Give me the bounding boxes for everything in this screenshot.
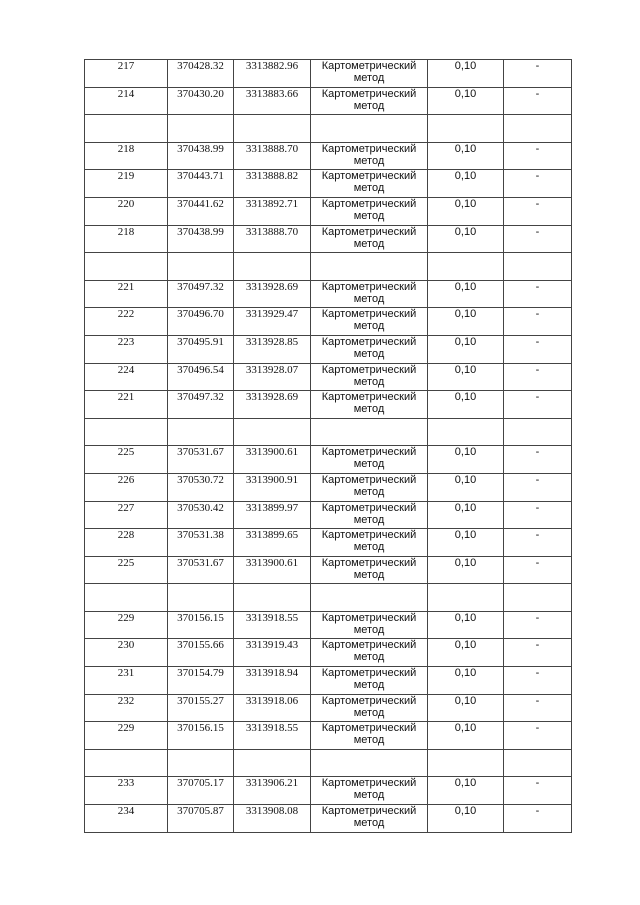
table-row-empty	[85, 115, 572, 143]
method-cell	[311, 280, 428, 308]
method-line1: Картометрический	[321, 473, 417, 486]
table-row	[85, 694, 572, 722]
y-coordinate-cell: 3313929.47	[234, 308, 311, 336]
x-coordinate-cell: 370155.66	[168, 639, 234, 667]
y-coordinate-cell: 3313918.55	[234, 611, 311, 639]
note-cell: -	[504, 667, 572, 695]
method-line2: метод	[353, 375, 385, 388]
method-line1: Картометрический	[321, 225, 417, 238]
method-cell	[311, 777, 428, 805]
table-row	[85, 142, 572, 170]
table-row	[85, 777, 572, 805]
method-line1: Картометрический	[321, 694, 417, 707]
point-number-cell: 228	[85, 529, 168, 557]
note-cell: -	[504, 805, 572, 833]
point-number-cell: 233	[85, 777, 168, 805]
empty-cell	[428, 584, 504, 612]
accuracy-cell: 0,10	[428, 391, 504, 419]
accuracy-cell: 0,10	[428, 308, 504, 336]
empty-cell	[311, 253, 428, 281]
x-coordinate-cell: 370156.15	[168, 722, 234, 750]
method-line1: Картометрический	[321, 335, 417, 348]
table-row	[85, 501, 572, 529]
method-cell	[311, 60, 428, 88]
y-coordinate-cell: 3313888.82	[234, 170, 311, 198]
method-line2: метод	[353, 623, 385, 636]
empty-cell	[168, 253, 234, 281]
x-coordinate-cell: 370496.54	[168, 363, 234, 391]
method-cell	[311, 805, 428, 833]
empty-cell	[234, 418, 311, 446]
x-coordinate-cell: 370497.32	[168, 391, 234, 419]
point-number-cell: 222	[85, 308, 168, 336]
point-number-cell: 225	[85, 556, 168, 584]
x-coordinate-cell: 370497.32	[168, 280, 234, 308]
method-cell	[311, 611, 428, 639]
y-coordinate-cell: 3313928.69	[234, 391, 311, 419]
accuracy-cell: 0,10	[428, 529, 504, 557]
method-cell	[311, 363, 428, 391]
note-cell: -	[504, 722, 572, 750]
x-coordinate-cell: 370154.79	[168, 667, 234, 695]
empty-cell	[85, 253, 168, 281]
empty-cell	[504, 253, 572, 281]
method-line2: метод	[353, 72, 385, 84]
x-coordinate-cell: 370438.99	[168, 142, 234, 170]
x-coordinate-cell: 370531.38	[168, 529, 234, 557]
method-line1: Картометрический	[321, 529, 417, 542]
empty-cell	[311, 584, 428, 612]
method-cell	[311, 87, 428, 115]
x-coordinate-cell: 370530.42	[168, 501, 234, 529]
method-line2: метод	[353, 734, 385, 747]
method-line2: метод	[353, 237, 385, 250]
method-line2: метод	[353, 706, 385, 719]
table-row	[85, 529, 572, 557]
note-cell: -	[504, 170, 572, 198]
empty-cell	[85, 418, 168, 446]
accuracy-cell: 0,10	[428, 60, 504, 88]
table-row-empty	[85, 584, 572, 612]
method-line1: Картометрический	[321, 667, 417, 680]
note-cell: -	[504, 639, 572, 667]
y-coordinate-cell: 3313928.69	[234, 280, 311, 308]
y-coordinate-cell: 3313899.97	[234, 501, 311, 529]
method-line2: метод	[353, 320, 385, 333]
method-line2: метод	[353, 347, 385, 360]
method-line2: метод	[353, 541, 385, 554]
empty-cell	[234, 749, 311, 777]
method-line2: метод	[353, 817, 385, 830]
empty-cell	[234, 253, 311, 281]
method-line1: Картометрический	[321, 170, 417, 183]
accuracy-cell: 0,10	[428, 363, 504, 391]
x-coordinate-cell: 370705.17	[168, 777, 234, 805]
table-row	[85, 446, 572, 474]
x-coordinate-cell: 370496.70	[168, 308, 234, 336]
y-coordinate-cell: 3313882.96	[234, 60, 311, 88]
method-line1: Картометрический	[321, 639, 417, 652]
table-row-empty	[85, 418, 572, 446]
note-cell: -	[504, 335, 572, 363]
point-number-cell: 230	[85, 639, 168, 667]
coordinates-table	[84, 59, 572, 833]
empty-cell	[504, 584, 572, 612]
empty-cell	[168, 749, 234, 777]
method-line1: Картометрический	[321, 446, 417, 459]
empty-cell	[234, 584, 311, 612]
point-number-cell: 214	[85, 87, 168, 115]
empty-cell	[168, 584, 234, 612]
point-number-cell: 218	[85, 142, 168, 170]
method-line1: Картометрический	[321, 501, 417, 514]
accuracy-cell: 0,10	[428, 197, 504, 225]
method-line2: метод	[353, 513, 385, 526]
method-cell	[311, 501, 428, 529]
method-line2: метод	[353, 568, 385, 581]
note-cell: -	[504, 611, 572, 639]
table-row	[85, 639, 572, 667]
empty-cell	[85, 584, 168, 612]
empty-cell	[85, 115, 168, 143]
y-coordinate-cell: 3313908.08	[234, 805, 311, 833]
y-coordinate-cell: 3313918.94	[234, 667, 311, 695]
table-row	[85, 197, 572, 225]
point-number-cell: 221	[85, 391, 168, 419]
method-line2: метод	[353, 679, 385, 692]
table-row	[85, 308, 572, 336]
table-row-empty	[85, 253, 572, 281]
method-line1: Картометрический	[321, 391, 417, 404]
accuracy-cell: 0,10	[428, 501, 504, 529]
accuracy-cell: 0,10	[428, 87, 504, 115]
method-line2: метод	[353, 651, 385, 664]
method-line2: метод	[353, 458, 385, 471]
method-line1: Картометрический	[321, 308, 417, 321]
note-cell: -	[504, 529, 572, 557]
note-cell: -	[504, 197, 572, 225]
method-cell	[311, 473, 428, 501]
empty-cell	[311, 418, 428, 446]
note-cell: -	[504, 363, 572, 391]
accuracy-cell: 0,10	[428, 446, 504, 474]
method-line1: Картометрический	[321, 142, 417, 155]
method-line2: метод	[353, 789, 385, 802]
table-row	[85, 667, 572, 695]
method-line2: метод	[353, 99, 385, 112]
x-coordinate-cell: 370530.72	[168, 473, 234, 501]
method-cell	[311, 391, 428, 419]
x-coordinate-cell: 370495.91	[168, 335, 234, 363]
accuracy-cell: 0,10	[428, 722, 504, 750]
y-coordinate-cell: 3313883.66	[234, 87, 311, 115]
point-number-cell: 218	[85, 225, 168, 253]
table-row	[85, 170, 572, 198]
y-coordinate-cell: 3313899.65	[234, 529, 311, 557]
empty-cell	[504, 115, 572, 143]
accuracy-cell: 0,10	[428, 335, 504, 363]
method-cell	[311, 170, 428, 198]
point-number-cell: 231	[85, 667, 168, 695]
method-line2: метод	[353, 485, 385, 498]
table-row	[85, 805, 572, 833]
method-line1: Картометрический	[321, 197, 417, 210]
y-coordinate-cell: 3313919.43	[234, 639, 311, 667]
accuracy-cell: 0,10	[428, 280, 504, 308]
note-cell: -	[504, 694, 572, 722]
table-row	[85, 60, 572, 88]
method-cell	[311, 667, 428, 695]
empty-cell	[504, 418, 572, 446]
note-cell: -	[504, 225, 572, 253]
method-line1: Картометрический	[321, 556, 417, 569]
accuracy-cell: 0,10	[428, 639, 504, 667]
note-cell: -	[504, 556, 572, 584]
point-number-cell: 225	[85, 446, 168, 474]
method-line1: Картометрический	[321, 87, 417, 100]
point-number-cell: 220	[85, 197, 168, 225]
method-cell	[311, 142, 428, 170]
table-body	[85, 60, 572, 833]
y-coordinate-cell: 3313928.07	[234, 363, 311, 391]
table-row-empty	[85, 749, 572, 777]
accuracy-cell: 0,10	[428, 805, 504, 833]
table-row	[85, 611, 572, 639]
empty-cell	[428, 253, 504, 281]
method-line2: метод	[353, 209, 385, 222]
point-number-cell: 229	[85, 611, 168, 639]
x-coordinate-cell: 370441.62	[168, 197, 234, 225]
accuracy-cell: 0,10	[428, 473, 504, 501]
method-line1: Картометрический	[321, 611, 417, 624]
table-row	[85, 335, 572, 363]
method-line2: метод	[353, 182, 385, 195]
table-row	[85, 225, 572, 253]
empty-cell	[311, 115, 428, 143]
accuracy-cell: 0,10	[428, 694, 504, 722]
point-number-cell: 232	[85, 694, 168, 722]
method-cell	[311, 722, 428, 750]
table-row	[85, 391, 572, 419]
x-coordinate-cell: 370705.87	[168, 805, 234, 833]
accuracy-cell: 0,10	[428, 667, 504, 695]
empty-cell	[504, 749, 572, 777]
y-coordinate-cell: 3313888.70	[234, 142, 311, 170]
method-line1: Картометрический	[321, 722, 417, 735]
y-coordinate-cell: 3313906.21	[234, 777, 311, 805]
accuracy-cell: 0,10	[428, 170, 504, 198]
method-line2: метод	[353, 403, 385, 416]
y-coordinate-cell: 3313900.61	[234, 446, 311, 474]
accuracy-cell: 0,10	[428, 611, 504, 639]
method-line2: метод	[353, 154, 385, 167]
note-cell: -	[504, 391, 572, 419]
point-number-cell: 219	[85, 170, 168, 198]
note-cell: -	[504, 777, 572, 805]
accuracy-cell: 0,10	[428, 777, 504, 805]
table-row	[85, 473, 572, 501]
x-coordinate-cell: 370428.32	[168, 60, 234, 88]
empty-cell	[428, 418, 504, 446]
note-cell: -	[504, 308, 572, 336]
x-coordinate-cell: 370430.20	[168, 87, 234, 115]
method-cell	[311, 694, 428, 722]
x-coordinate-cell: 370155.27	[168, 694, 234, 722]
method-line2: метод	[353, 292, 385, 305]
y-coordinate-cell: 3313918.06	[234, 694, 311, 722]
point-number-cell: 223	[85, 335, 168, 363]
method-cell	[311, 556, 428, 584]
empty-cell	[168, 115, 234, 143]
empty-cell	[85, 749, 168, 777]
note-cell: -	[504, 446, 572, 474]
note-cell: -	[504, 87, 572, 115]
note-cell: -	[504, 501, 572, 529]
table-row	[85, 363, 572, 391]
method-line1: Картометрический	[321, 777, 417, 790]
table-row	[85, 87, 572, 115]
y-coordinate-cell: 3313888.70	[234, 225, 311, 253]
point-number-cell: 217	[85, 60, 168, 88]
accuracy-cell: 0,10	[428, 142, 504, 170]
x-coordinate-cell: 370531.67	[168, 446, 234, 474]
accuracy-cell: 0,10	[428, 225, 504, 253]
table-row	[85, 280, 572, 308]
point-number-cell: 226	[85, 473, 168, 501]
method-line1: Картометрический	[321, 280, 417, 293]
method-cell	[311, 639, 428, 667]
point-number-cell: 221	[85, 280, 168, 308]
method-line1: Картометрический	[321, 60, 417, 72]
method-cell	[311, 446, 428, 474]
x-coordinate-cell: 370443.71	[168, 170, 234, 198]
point-number-cell: 234	[85, 805, 168, 833]
method-cell	[311, 308, 428, 336]
method-line1: Картометрический	[321, 363, 417, 376]
note-cell: -	[504, 473, 572, 501]
method-cell	[311, 335, 428, 363]
x-coordinate-cell: 370531.67	[168, 556, 234, 584]
empty-cell	[234, 115, 311, 143]
y-coordinate-cell: 3313900.61	[234, 556, 311, 584]
y-coordinate-cell: 3313928.85	[234, 335, 311, 363]
note-cell: -	[504, 280, 572, 308]
method-cell	[311, 225, 428, 253]
method-cell	[311, 197, 428, 225]
note-cell: -	[504, 142, 572, 170]
method-cell	[311, 529, 428, 557]
empty-cell	[428, 115, 504, 143]
table-row	[85, 722, 572, 750]
x-coordinate-cell: 370438.99	[168, 225, 234, 253]
method-line1: Картометрический	[321, 805, 417, 818]
note-cell: -	[504, 60, 572, 88]
y-coordinate-cell: 3313900.91	[234, 473, 311, 501]
empty-cell	[168, 418, 234, 446]
accuracy-cell: 0,10	[428, 556, 504, 584]
x-coordinate-cell: 370156.15	[168, 611, 234, 639]
y-coordinate-cell: 3313918.55	[234, 722, 311, 750]
empty-cell	[311, 749, 428, 777]
point-number-cell: 224	[85, 363, 168, 391]
table-row	[85, 556, 572, 584]
y-coordinate-cell: 3313892.71	[234, 197, 311, 225]
point-number-cell: 227	[85, 501, 168, 529]
empty-cell	[428, 749, 504, 777]
point-number-cell: 229	[85, 722, 168, 750]
